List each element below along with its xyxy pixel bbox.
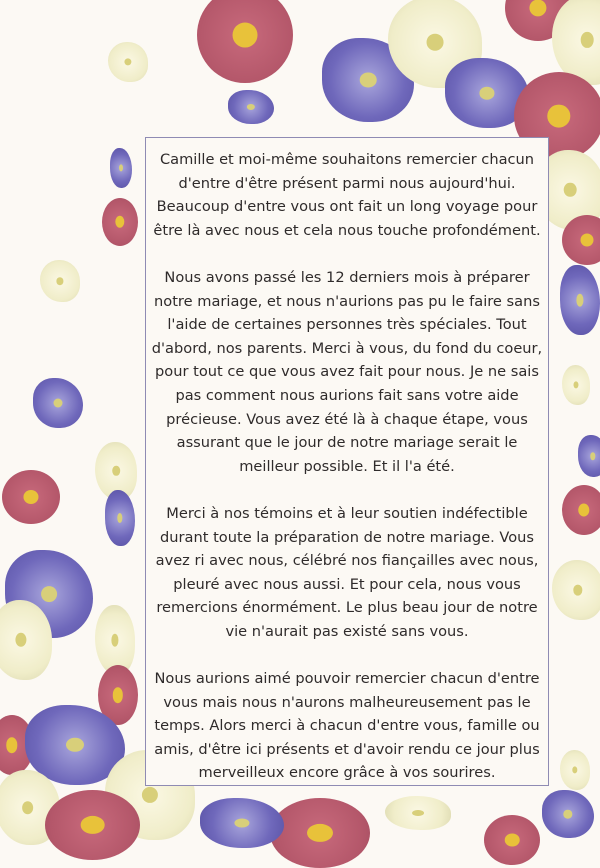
paragraph-thanks-everyone	[146, 667, 548, 785]
purple-flower-icon	[105, 490, 135, 546]
text-line: Nous avons passé les 12 derniers mois à préparer	[164, 268, 530, 286]
text-line: durant toute la préparation de notre mariage. Vous	[160, 528, 534, 546]
purple-flower-icon	[542, 790, 594, 838]
white-flower-icon	[40, 260, 80, 302]
white-flower-icon	[562, 365, 590, 405]
text-line: Nous aurions aimé pouvoir remercier chacun d'entre	[154, 670, 540, 688]
text-line: remercions énormément. Le plus beau jour de notre	[156, 599, 538, 617]
text-line: pas comment nous aurions fait sans votre aide	[175, 386, 519, 404]
pink-flower-icon	[562, 215, 600, 265]
pink-flower-icon	[197, 0, 293, 83]
text-line: meilleur possible. Et il l'a été.	[239, 457, 455, 475]
white-flower-icon	[560, 750, 590, 790]
pink-flower-icon	[270, 798, 370, 868]
text-line: l'aide de certaines personnes très spéciales. Tout	[167, 316, 527, 334]
pink-flower-icon	[2, 470, 60, 524]
white-flower-icon	[108, 42, 148, 82]
paragraph-thanks-parents	[146, 266, 548, 478]
purple-flower-icon	[33, 378, 83, 428]
purple-flower-icon	[560, 265, 600, 335]
purple-flower-icon	[228, 90, 274, 124]
pink-flower-icon	[102, 198, 138, 246]
text-line: merveilleux encore grâce à vos sourires.	[198, 764, 496, 782]
text-line: assurant que le jour de notre mariage serait le	[176, 434, 518, 452]
pink-flower-icon	[45, 790, 140, 860]
text-line: avez ri avec nous, célébré nos fiançailles avec nous,	[155, 552, 539, 570]
text-line: temps. Alors merci à chacun d'entre vous, famille ou	[154, 717, 540, 735]
text-line: précieuse. Vous avez été là à chaque étape, vous	[166, 410, 528, 428]
purple-flower-icon	[578, 435, 600, 477]
pink-flower-icon	[484, 815, 540, 865]
pink-flower-icon	[562, 485, 600, 535]
text-line: Beaucoup d'entre vous ont fait un long voyage pour	[156, 198, 538, 216]
text-line: pour tout ce que vous avez fait pour nous. Je ne sais	[155, 363, 539, 381]
text-line: vie n'aurait pas existé sans vous.	[225, 622, 469, 640]
text-line: notre mariage, et nous n'aurions pas pu le faire sans	[154, 292, 540, 310]
text-line: Camille et moi-même souhaitons remercier chacun	[159, 151, 535, 168]
text-line: pleuré avec nous aussi. Et pour cela, nous vous	[173, 575, 521, 593]
text-line: vous mais nous n'aurons malheureusement pas le	[163, 693, 531, 711]
purple-flower-icon	[110, 148, 132, 188]
paragraph-thanks-witnesses	[146, 502, 548, 644]
white-flower-icon	[552, 560, 600, 620]
speech-card	[145, 137, 549, 786]
text-line: Merci à nos témoins et à leur soutien indéfectible	[166, 504, 528, 522]
purple-flower-icon	[200, 798, 284, 848]
white-flower-icon	[385, 796, 451, 830]
paragraph-thanks-guests	[146, 148, 548, 242]
text-line: d'entre d'être présent parmi nous aujourd'hui.	[178, 174, 516, 192]
text-line: d'abord, nos parents. Merci à vous, du fond du coeur,	[151, 339, 543, 357]
text-line: être là avec nous et cela nous touche profondément.	[153, 221, 541, 239]
text-line: amis, d'être ici présents et d'avoir rendu ce jour plus	[154, 740, 540, 758]
